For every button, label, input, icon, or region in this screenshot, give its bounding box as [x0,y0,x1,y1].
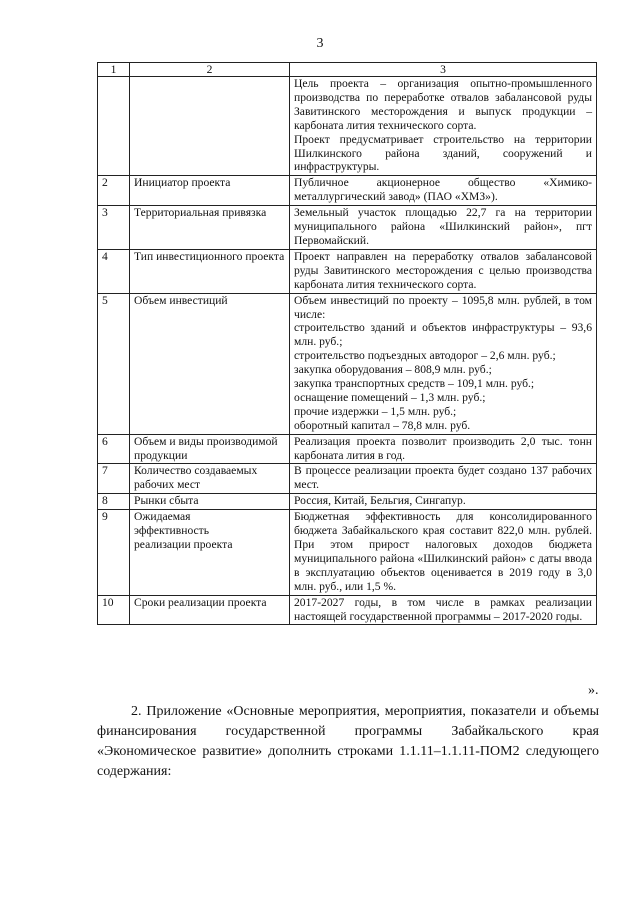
row-description-cell [290,249,597,293]
row-name-cell: Объем инвестиций [130,293,290,434]
row-name-cell [130,510,290,595]
row-description-cell [290,434,597,464]
table-row [98,434,597,464]
row-description-text: 2017-2027 годы, в том числе в рамках реализации настоящей государственной программы – 2017-2020 годы. [294,595,592,623]
row-description-text: Проект направлен на переработку отвалов забалансовой руды Завитинского месторождения с целью производства карбоната лития технического сорта. [294,249,592,291]
row-number-cell [98,77,130,176]
row-description-cell [290,293,597,434]
row-description-cell [290,77,597,176]
row-number-cell: 3 [98,206,130,250]
project-passport-table [97,62,597,625]
row-description-text: Реализация проекта позволит производить 2,0 тыс. тонн карбоната лития в год. [294,434,592,462]
row-name-cell: Объем и виды производимой продукции [130,434,290,464]
row-name-cell: Количество создаваемых рабочих мест [130,464,290,494]
row-number-cell: 4 [98,249,130,293]
row-description-cell [290,595,597,625]
row-name-cell: Рынки сбыта [130,494,290,510]
row-number-cell: 7 [98,464,130,494]
column-header-3: 3 [290,63,597,77]
table-row [98,510,597,595]
row-number-cell: 5 [98,293,130,434]
row-name-cell [130,77,290,176]
row-description-text: Бюджетная эффективность для консолидированного бюджета Забайкальского края составит 822,0 млн. рублей. При этом прирост налоговых доходов бюджета муниципального района «Шилкинский район» с даты ввода в эксплуатацию объектов оценивается в 2019 году в 3,0 млн. руб., или 1,5 %. [294,510,592,593]
investment-item-text: закупка оборудования – 808,9 млн. руб.; [294,363,492,377]
table-row [98,464,597,494]
table-row [98,595,597,625]
row-description-cell [290,494,597,510]
table-row [98,176,597,206]
row-name-line: Ожидаемая [134,510,191,524]
row-number-cell: 2 [98,176,130,206]
closing-quote: ». [588,683,599,698]
investment-item-text: закупка транспортных средств – 109,1 млн. руб.; [294,377,535,391]
project-goal-text: Цель проекта – организация опытно-промышленного производства по переработке отвалов забалансовой руды Завитинского месторождения и выпуск продукции – карбоната лития технического сорта. [294,77,592,132]
row-description-text: Публичное акционерное общество «Химико-металлургический завод» (ПАО «ХМЗ»). [294,176,592,204]
column-header-2: 2 [130,63,290,77]
row-description-cell [290,206,597,250]
amendment-paragraph: 2. Приложение «Основные мероприятия, мероприятия, показатели и объемы финансирования государственной программы Забайкальского края «Экономическое развитие» дополнить строками 1.1.11–1.1.11-ПОМ2 следующего содержания: [97,704,599,779]
table-row-continuation [98,77,597,176]
row-number-cell: 6 [98,434,130,464]
row-name-line: реализации проекта [134,538,233,551]
investment-item-text: строительство подъездных автодорог – 2,6 млн. руб.; [294,349,556,363]
row-name-cell: Инициатор проекта [130,176,290,206]
row-description-cell [290,510,597,595]
table-row [98,249,597,293]
page-number: 3 [316,36,324,51]
table-row [98,494,597,510]
row-description-text: Земельный участок площадью 22,7 га на территории муниципального района «Шилкинский район», пгт Первомайский. [294,206,592,247]
table-row [98,206,597,250]
row-number-cell: 10 [98,595,130,625]
investment-total-text: Объем инвестиций по проекту – 1095,8 млн. рублей, в том числе: [294,293,592,321]
column-header-1: 1 [98,63,130,77]
table-row [98,293,597,434]
row-name-cell: Территориальная привязка [130,206,290,250]
row-description-cell [290,464,597,494]
row-name-cell: Тип инвестиционного проекта [130,249,290,293]
row-description-text: Россия, Китай, Бельгия, Сингапур. [294,494,466,508]
investment-item-text: оснащение помещений – 1,3 млн. руб.; [294,390,486,404]
table-header-row [98,63,597,77]
row-number-cell: 9 [98,510,130,595]
project-plan-text: Проект предусматривает строительство на территории Шилкинского района зданий, сооружений и инфраструктуры. [294,132,592,174]
row-number-cell: 8 [98,494,130,510]
investment-item-text: строительство зданий и объектов инфраструктуры – 93,6 млн. руб.; [294,321,592,349]
row-description-cell [290,176,597,206]
investment-item-text: оборотный капитал – 78,8 млн. руб. [294,418,471,432]
row-name-line: эффективность [134,524,210,538]
row-description-text: В процессе реализации проекта будет создано 137 рабочих мест. [294,464,592,492]
row-name-cell: Сроки реализации проекта [130,595,290,625]
investment-item-text: прочие издержки – 1,5 млн. руб.; [294,404,457,418]
